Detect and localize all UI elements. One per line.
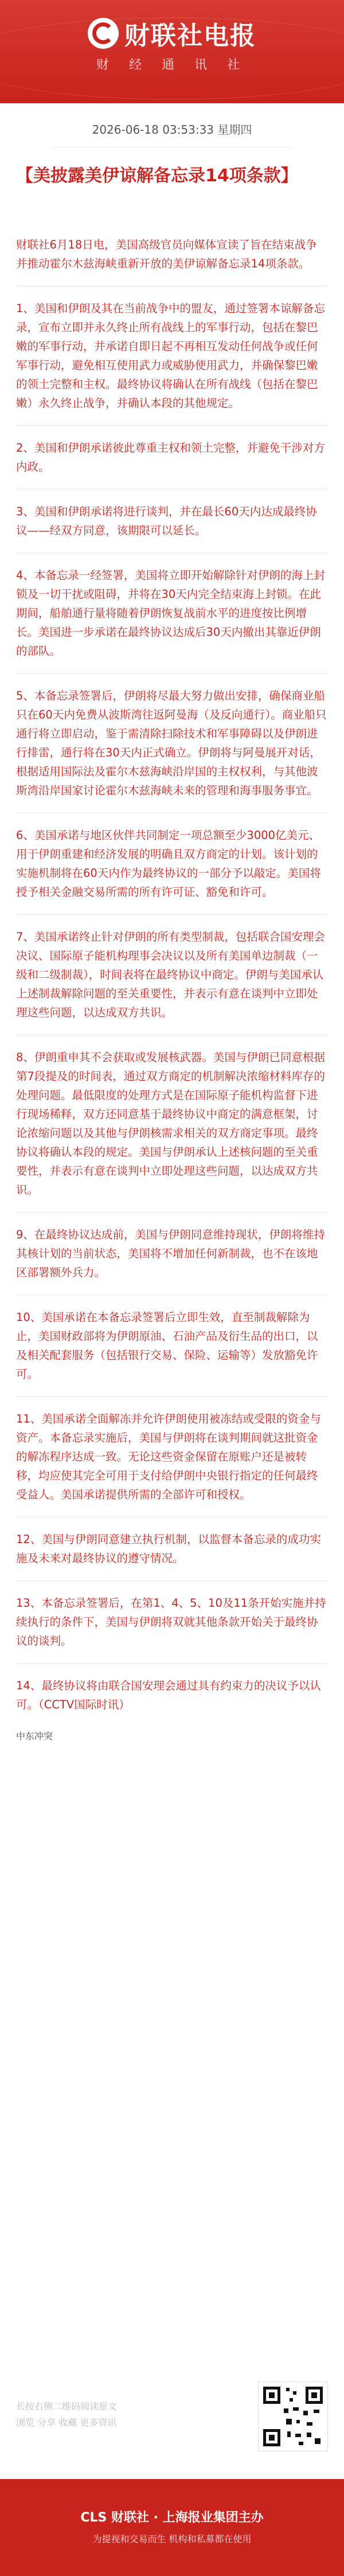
qr-section — [16, 2381, 328, 2468]
clause-14: 14、最终协议将由联合国安理会通过具有约束力的决议予以认可。（CCTV国际时讯） — [16, 1679, 321, 1711]
paragraph-divider — [16, 1580, 328, 1581]
qr-code-icon[interactable] — [258, 2381, 328, 2451]
clause-11: 11、美国承诺全面解冻并允许伊朗使用被冻结或受限的资金与资产。本备忘录实施后，美国与伊朗将在谈判期间就这批资金的解冻程序达成一致。无论这些资金保留在原账户还是被转移，均应使其完全可用于支付给伊朗中央银行指定的任何最终受益人。美国承诺提供所需的全部许可和授权。 — [16, 1412, 321, 1501]
brand-row — [0, 16, 344, 50]
paragraph-divider — [16, 1663, 328, 1664]
brand-name: 财联社电报 — [124, 21, 256, 50]
brand-subtitle: 财 经 通 讯 社 — [96, 58, 248, 72]
paragraph-divider — [16, 1396, 328, 1397]
clause-1: 1、美国和伊朗及其在当前战争中的盟友，通过签署本谅解备忘录，宣布立即并永久终止所有战线上的军事行动，包括在黎巴嫩的军事行动，并承诺自即日起不再相互发动任何战争或任何军事行动，避免相互使用武力或威胁使用武力，并确保黎巴嫩的领土完整和主权。最终协议将确认在所有战线（包括在黎巴嫩）永久终止战争，并确认本段的其他规定。 — [16, 302, 325, 410]
clause-10: 10、美国承诺在本备忘录签署后立即生效，直至制裁解除为止，美国财政部将为伊朗原油、石油产品及衍生品的出口，以及相关配套服务（包括银行交易、保险、运输等）发放豁免许可。 — [16, 1311, 318, 1381]
topic-tag[interactable]: 中东冲突 — [16, 1731, 53, 1742]
paragraph-divider — [16, 425, 328, 426]
header-banner — [0, 0, 344, 103]
article-intro: 财联社6月18日电，美国高级官员向媒体宣读了旨在结束战争并推动霍尔木兹海峡重新开放的美伊谅解备忘录14项条款。 — [16, 238, 317, 270]
footer-slogan: 为提视和交易而生 机构和私募都在使用 — [92, 2534, 252, 2544]
clause-2: 2、美国和伊朗承诺彼此尊重主权和领土完整，并避免干涉对方内政。 — [16, 441, 325, 473]
footer-publisher: CLS 财联社 · 上海报业集团主办 — [80, 2511, 264, 2525]
article-body — [16, 235, 328, 1742]
footer-banner — [0, 2479, 344, 2576]
clause-3: 3、美国和伊朗承诺将进行谈判，并在最长60天内达成最终协议——经双方同意，该期限可以延长。 — [16, 505, 317, 537]
clause-9: 9、在最终协议达成前，美国与伊朗同意维持现状，伊朗将维持其核计划的当前状态，美国将不增加任何新制裁，也不在该地区部署额外兵力。 — [16, 1228, 325, 1279]
article-title: 【美披露美伊谅解备忘录14项条款】 — [16, 166, 298, 186]
qr-instructions — [16, 2399, 117, 2431]
publish-datetime: 2026-06-18 03:53:33 星期四 — [92, 123, 252, 137]
qr-text-line-1: 长按右侧二维码阅读原文 — [16, 2401, 118, 2412]
cls-logo-icon — [88, 18, 119, 49]
paragraph-divider — [16, 914, 328, 915]
clause-5: 5、本备忘录签署后，伊朗将尽最大努力做出安排，确保商业船只在60天内免费从波斯湾往返阿曼海（及反向通行）。商业船只通行将立即启动，鉴于需清除扫除技术和军事障碍以及伊朗进行排雷，通行将在30天内正式确立。伊朗将与阿曼展开对话，根据适用国际法及霍尔木兹海峡沿岸国的主权权利，与其他波斯湾沿岸国家讨论霍尔木兹海峡未来的管理和海事服务事宜。 — [16, 689, 327, 797]
clause-12: 12、美国与伊朗同意建立执行机制，以监督本备忘录的成功实施及未来对最终协议的遵守情况。 — [16, 1533, 321, 1565]
qr-text-line-2: 浏览 分享 收藏 更多资讯 — [16, 2417, 117, 2428]
paragraph-divider — [16, 673, 328, 674]
clause-7: 7、美国承诺终止针对伊朗的所有类型制裁，包括联合国安理会决议、国际原子能机构理事会决议以及所有美国单边制裁（一级和二级制裁），时间表将在最终协议中商定。伊朗与美国承认上述制裁解除问题的至关重要性，并表示有意在谈判中立即处理这些问题，以达成双方共识。 — [16, 930, 325, 1019]
clause-6: 6、美国承诺与地区伙伴共同制定一项总额至少3000亿美元、用于伊朗重建和经济发展的明确且双方商定的计划。该计划的实施机制将在60天内作为最终协议的一部分予以敲定。美国将授予相关金融交易所需的所有许可证、豁免和许可。 — [16, 829, 321, 899]
clause-13: 13、本备忘录签署后，在第1、4、5、10及11条开始实施并持续执行的条件下，美国与伊朗将双就其他条款开始关于最终协议的谈判。 — [16, 1596, 326, 1648]
clause-8: 8、伊朗重申其不会获取或发展核武器。美国与伊朗已同意根据第7段提及的时间表，通过双方商定的机制解决浓缩材料库存的处理问题。最低限度的处理方式是在国际原子能机构监督下进行现场稀释，双方还同意基于最终协议中商定的满意框架，讨论浓缩问题以及其他与伊朗核需求相关的双方商定事项。最终协议将确认本段的规定。美国与伊朗承认上述核问题的至关重要性，并表示有意在谈判中立即处理这些问题，以达成双方共识。 — [16, 1051, 325, 1196]
clause-4: 4、本备忘录一经签署，美国将立即开始解除针对伊朗的海上封锁及一切干扰或阻碍，并将在30天内完全结束海上封锁。在此期间，船舶通行量将随着伊朗恢复战前水平的进度按比例增长。美国进一步承诺在最终协议达成后30天内撤出其靠近伊朗的部队。 — [16, 569, 325, 658]
paragraph-divider — [16, 1212, 328, 1213]
